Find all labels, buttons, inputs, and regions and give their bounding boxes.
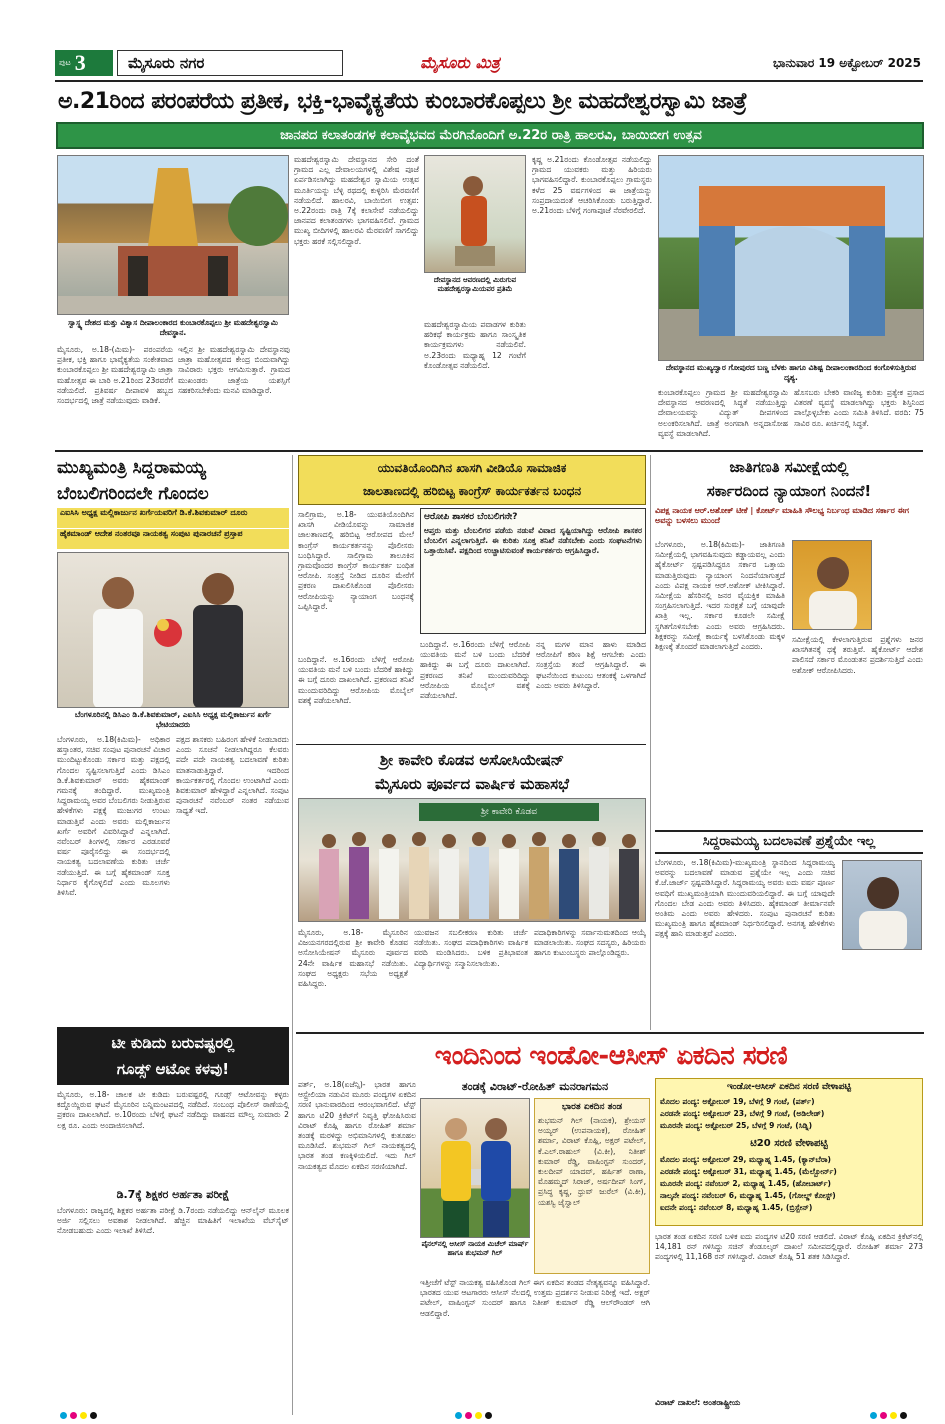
kaveri-body-1: ಮೈಸೂರು, ಅ.18- ಮೈಸೂರಿನ ವಿಜಯನಗರದಲ್ಲಿರುವ ಶ್ರೀ ಕಾವೇರಿ ಕೊಡವ ಅಸೋಸಿಯೇಷನ್ ಮೈಸೂರು ಪೂರ್ವದ 24ನೇ ವಾರ್ಷಿಕ ಮಹಾಸಭೆ ನಡೆಯಿತು. ಸಂಘದ ಅಧ್ಯಕ್ಷರು ಸಭೆಯ ಅಧ್ಯಕ್ಷತೆ ವಹಿಸಿದ್ದರು. (298, 928, 408, 989)
kaveri-banner: ಶ್ರೀ ಕಾವೇರಿ ಕೊಡವ (419, 803, 599, 821)
video-sidebar-body: ಆಪ್ತರು ಮತ್ತು ಬೆಂಬಲಿಗರ ಪಡೆಯ ನಡುವೆ ವಿವಾದ ಸೃಷ್ಟಿಯಾಗಿದ್ದು ಆರೋಪಿ ಶಾಸಕರ ಬೆಂಬಲಿಗ ಎನ್ನಲಾಗುತ್ತಿದೆ. ಈ ಕುರಿತು ಸೂಕ್ತ ತನಿಖೆ ನಡೆಸಬೇಕು ಎಂದು ಸಂಘಟನೆಗಳು ಒತ್ತಾಯಿಸಿವೆ. ಪಕ್ಷದಿಂದ ಉಚ್ಚಾಟಿಸುವಂತೆ ಕಾರ್ಯಕರ್ತರು ಆಗ್ರಹಿಸಿದ್ದಾರೆ. (424, 526, 642, 556)
video-body-mid: ಬಂದಿದ್ದಾನೆ. ಅ.16ರಂದು ಬೆಳಿಗ್ಗೆ ಆರೋಪಿ ಯುವತಿಯ ಮನೆ ಬಳಿ ಬಂದು ಬೆದರಿಕೆ ಹಾಕಿದ್ದು ಈ ಬಗ್ಗೆ ದೂರು ದಾಖಲಾಗಿದೆ. ಪ್ರಕರಣದ ತನಿಖೆ ಮುಂದುವರಿದಿದ್ದು ಆರೋಪಿಯ ಮೊಬೈಲ್ ವಶಕ್ಕೆ ಪಡೆಯಲಾಗಿದೆ. (420, 640, 530, 701)
team-body: ಶುಭಮನ್ ಗಿಲ್ (ನಾಯಕ), ಶ್ರೇಯಸ್ ಅಯ್ಯರ್ (ಉಪನಾಯಕ), ರೋಹಿತ್ ಶರ್ಮಾ, ವಿರಾಟ್ ಕೊಹ್ಲಿ, ಅಕ್ಷರ್ ಪಟೇಲ್, ಕೆ.ಎಲ್.ರಾಹುಲ್ (ವಿ.ಕೀ), ನಿತೀಶ್ ಕುಮಾರ್ ರೆಡ್ಡಿ, ವಾಷಿಂಗ್ಟನ್ ಸುಂದರ್, ಕುಲದೀಪ್ ಯಾದವ್, ಹರ್ಷಿತ್ ರಾಣಾ, ಮೊಹಮ್ಮದ್ ಸಿರಾಜ್, ಅರ್ಷದೀಪ್ ಸಿಂಗ್, ಪ್ರಸಿದ್ಧ ಕೃಷ್ಣ, ಧ್ರುವ್ ಜುರೆಲ್ (ವಿ.ಕೀ), ಯಶಸ್ವಿ ಜೈಸ್ವಾಲ್ (538, 1116, 646, 1207)
kaveri-group-photo (298, 798, 646, 922)
t20-title: ಟಿ20 ಸರಣಿ ವೇಳಾಪಟ್ಟಿ (750, 1138, 828, 1149)
cm-photo (57, 552, 289, 708)
cricket-body-left: ಪರ್ತ್, ಅ.18(ಏಜೆನ್ಸಿ)- ಭಾರತ ಹಾಗೂ ಆಸ್ಟ್ರೇಲಿಯಾ ನಡುವಿನ ಮೂರು ಪಂದ್ಯಗಳ ಏಕದಿನ ಸರಣಿ ಭಾನುವಾರದಿಂದ ಆರಂಭವಾಗಲಿದೆ. ಟೆಸ್ಟ್ ಹಾಗೂ ಟಿ20 ಕ್ರಿಕೆಟ್‌ಗೆ ನಿವೃತ್ತಿ ಘೋಷಿಸಿರುವ ವಿರಾಟ್ ಕೊಹ್ಲಿ ಹಾಗೂ ರೋಹಿತ್ ಶರ್ಮಾ ತಂಡಕ್ಕೆ ಮರಳಿದ್ದು ಅಭಿಮಾನಿಗಳಲ್ಲಿ ಕುತೂಹಲ ಮೂಡಿಸಿದೆ. ಶುಭಮನ್ ಗಿಲ್ ನಾಯಕತ್ವದಲ್ಲಿ ಭಾರತ ತಂಡ ಕಣಕ್ಕಿಳಿಯಲಿದೆ. ಇದು ಗಿಲ್ ನಾಯಕತ್ವದ ಮೊದಲ ಏಕದಿನ ಸರಣಿಯಾಗಿದೆ. (298, 1080, 416, 1171)
arch-photo-caption: ದೇವಸ್ಥಾನದ ಮುಖ್ಯದ್ವಾರ ಗೋಪುರದ ಬಣ್ಣ ಬೆಳಕು ಹಾಗೂ ವಿಶಿಷ್ಟ ದೀಪಾಲಂಕಾರದಿಂದ ಕಂಗೊಳಿಸುತ್ತಿರುವ ದೃಶ್ಯ. (665, 363, 917, 382)
temple-gopura-drawing (58, 156, 289, 315)
video-body-left-tail: ಬಂದಿದ್ದಾನೆ. ಅ.16ರಂದು ಬೆಳಿಗ್ಗೆ ಆರೋಪಿ ಯುವತಿಯ ಮನೆ ಬಳಿ ಬಂದು ಬೆದರಿಕೆ ಹಾಕಿದ್ದು ಈ ಬಗ್ಗೆ ದೂರು ದಾಖಲಾಗಿದೆ. ಪ್ರಕರಣದ ತನಿಖೆ ಮುಂದುವರಿದಿದ್ದು ಆರೋಪಿಯ ಮೊಬೈಲ್ ವಶಕ್ಕೆ ಪಡೆಯಲಾಗಿದೆ. (298, 655, 414, 705)
t20-match-2: ಎರಡನೇ ಪಂದ್ಯ: ಅಕ್ಟೋಬರ್ 31, ಮಧ್ಯಾಹ್ನ 1.45, (ಮೆಲ್ಬೋರ್ನ್) (660, 1167, 837, 1176)
cm-bullet-1: ಎಐಸಿಸಿ ಅಧ್ಯಕ್ಷ ಮಲ್ಲಿಕಾರ್ಜುನ ಖರ್ಗೆಯವರಿಗೆ ಡಿ.ಕೆ.ಶಿವಕುಮಾರ್ ದೂರು (57, 508, 289, 528)
video-body-left: ಸಾಲಿಗ್ರಾಮ, ಅ.18- ಯುವತಿಯೊಂದಿಗಿನ ಖಾಸಗಿ ವೀಡಿಯೊವನ್ನು ಸಾಮಾಜಿಕ ಜಾಲತಾಣದಲ್ಲಿ ಹರಿಬಿಟ್ಟ ಆರೋಪದ ಮೇಲೆ ಕಾಂಗ್ರೆಸ್ ಕಾರ್ಯಕರ್ತನನ್ನು ಪೊಲೀಸರು ಬಂಧಿಸಿದ್ದಾರೆ. ಸಾಲಿಗ್ರಾಮ ತಾಲೂಕಿನ ಗ್ರಾಮವೊಂದರ ಕಾಂಗ್ರೆಸ್ ಕಾರ್ಯಕರ್ತ ಬಂಧಿತ ಆರೋಪಿ. ಸಂತ್ರಸ್ತೆ ನೀಡಿದ ದೂರಿನ ಮೇರೆಗೆ ಪ್ರಕರಣ ದಾಖಲಿಸಿಕೊಂಡ ಪೊಲೀಸರು ಆರೋಪಿಯನ್ನು ನ್ಯಾಯಾಂಗ ಬಂಧನಕ್ಕೆ ಒಪ್ಪಿಸಿದ್ದಾರೆ. (298, 510, 414, 611)
cm-headline-2: ಬೆಂಬಲಿಗರಿಂದಲೇ ಗೊಂದಲ (57, 484, 209, 504)
section-title: ಮೈಸೂರು ನಗರ (117, 50, 343, 76)
caste-kicker: ವಿಪಕ್ಷ ನಾಯಕ ಆರ್.ಅಶೋಕ್ ಟೀಕೆ | ಕೋರ್ಟ್ ಮಾಹಿತಿ ಸೌಲಭ್ಯ ನಿರ್ಬಂಧ ಮಾಡಿದ ಸರ್ಕಾರ ಈಗ ಅವನ್ನು ಬಳಸಲು ಮುಂದೆ (655, 506, 909, 525)
tet-body: ಬೆಂಗಳೂರು: ರಾಜ್ಯದಲ್ಲಿ ಶಿಕ್ಷಕರ ಅರ್ಹತಾ ಪರೀಕ್ಷೆ ಡಿ.7ರಂದು ನಡೆಯಲಿದ್ದು ಆನ್‌ಲೈನ್ ಮೂಲಕ ಅರ್ಜಿ ಸಲ್ಲಿಸಲು ಅವಕಾಶ ನೀಡಲಾಗಿದೆ. ಹೆಚ್ಚಿನ ಮಾಹಿತಿಗೆ ಇಲಾಖೆಯ ವೆಬ್‌ಸೈಟ್ ನೋಡಬಹುದು ಎಂದು ಇಲಾಖೆ ತಿಳಿಸಿದೆ. (57, 1206, 289, 1236)
paper-name-logo: ಮೈಸೂರು ಮಿತ್ರ (420, 53, 500, 72)
lead-body-a: ಮಹದೇಶ್ವರಸ್ವಾಮಿ ದೇವಸ್ಥಾನದ ಸೇರಿ ದಂತೆ ಗ್ರಾಮದ ಎಲ್ಲ ದೇವಾಲಯಗಳಲ್ಲಿ ವಿಶೇಷ ಪೂಜೆ ಏರ್ಪಡಿಸಲಾಗಿದ್ದು ಮಹದೇಶ್ವರ ಸ್ವಾಮಿಯ ಉತ್ಸವ ಮೂರ್ತಿಯನ್ನು ಬೆಳ್ಳಿ ರಥದಲ್ಲಿ ಕುಳ್ಳಿರಿಸಿ ಮೆರವಣಿಗೆ ನಡೆಯಲಿದೆ. ಹಾಲರವಿ, ಬಾಯಿಬೀಗ ಉತ್ಸವ: ಅ.22ರಂದು ರಾತ್ರಿ 7ಕ್ಕೆ ಕಲಾಸೇವೆ ನಡೆಯಲಿದ್ದು ಜಾನಪದ ಕಲಾತಂಡಗಳು ಭಾಗವಹಿಸಲಿವೆ. ಗ್ರಾಮದ ಮುಖ್ಯ ಬೀದಿಗಳಲ್ಲಿ ಹಾಲರವಿ ಮೆರವಣಿಗೆ ಸಾಗಲಿದ್ದು ಭಕ್ತರು ಹರಕೆ ಸಲ್ಲಿಸಲಿದ್ದಾರೆ. (294, 155, 419, 246)
cm-headline-1: ಮುಖ್ಯಮಂತ್ರಿ ಸಿದ್ದರಾಮಯ್ಯ (57, 458, 206, 478)
color-registration-marks-center (455, 1412, 495, 1420)
odi-match-2: ಎರಡನೇ ಪಂದ್ಯ: ಅಕ್ಟೋಬರ್ 23, ಬೆಳಗ್ಗೆ 9 ಗಂಟೆ, (ಅಡಿಲೇಡ್) (660, 1109, 825, 1118)
kaveri-headline-2: ಮೈಸೂರು ಪೂರ್ವದ ವಾರ್ಷಿಕ ಮಹಾಸಭೆ (375, 775, 569, 793)
theft-body: ಮೈಸೂರು, ಅ.18- ಚಾಲಕ ಟೀ ಕುಡಿದು ಬರುವಷ್ಟರಲ್ಲಿ ಗೂಡ್ಸ್ ಆಟೋವನ್ನು ಕಳ್ಳರು ಕದ್ದೊಯ್ದಿರುವ ಘಟನೆ ಮೈಸೂರಿನ ಬನ್ನಿಮಂಟಪದಲ್ಲಿ ನಡೆದಿದೆ. ಸಂಬಂಧ ಪೊಲೀಸ್ ಠಾಣೆಯಲ್ಲಿ ಪ್ರಕರಣ ದಾಖಲಾಗಿದೆ. ಅ.10ರಂದು ಬೆಳಿಗ್ಗೆ ಘಟನೆ ನಡೆದಿದ್ದು ವಾಹನದ ಮೌಲ್ಯ ಸುಮಾರು 2 ಲಕ್ಷ ರೂ. ಎಂದು ಅಂದಾಜಿಸಲಾಗಿದೆ. (57, 1090, 289, 1130)
masthead (55, 50, 923, 78)
video-headline-1: ಯುವತಿಯೊಂದಿಗಿನ ಖಾಸಗಿ ವೀಡಿಯೊ ಸಾಮಾಜಿಕ (377, 461, 567, 475)
minister-portrait (843, 861, 922, 950)
statue-photo (424, 155, 526, 273)
leadership-headline: ಸಿದ್ದರಾಮಯ್ಯ ಬದಲಾವಣೆ ಪ್ರಶ್ನೆಯೇ ಇಲ್ಲ (702, 834, 876, 849)
lead-body-c: ಕೃಷ್ಣ ಅ.21ರಂದು ಕೊಂಡೋತ್ಸವ ನಡೆಯಲಿದ್ದು ಗ್ರಾಮದ ಯುವಕರು ಮತ್ತು ಹಿರಿಯರು ಭಾಗವಹಿಸಲಿದ್ದಾರೆ. ಕುಂಬಾರಕೊಪ್ಪಲು ಗ್ರಾಮಸ್ಥರು ಕಳೆದ 25 ವರ್ಷಗಳಿಂದ ಈ ಜಾತ್ರೆಯನ್ನು ಸಂಪ್ರದಾಯದಂತೆ ಆಚರಿಸಿಕೊಂಡು ಬರುತ್ತಿದ್ದಾರೆ. ಅ.21ರಂದು ಬೆಳಿಗ್ಗೆ ಗಂಗಾಪೂಜೆ ನೆರವೇರಲಿದೆ. (532, 155, 652, 216)
lead-headline: ಅ.21ರಿಂದ ಪರಂಪರೆಯ ಪ್ರತೀಕ, ಭಕ್ತಿ-ಭಾವೈಕ್ಯತೆಯ ಕುಂಬಾರಕೊಪ್ಪಲು ಶ್ರೀ ಮಹದೇಶ್ವರಸ್ವಾಮಿ ಜಾತ್ರೆ (58, 89, 747, 114)
ashok-photo (792, 540, 872, 630)
color-registration-marks (60, 1412, 100, 1420)
video-body-right: ನನ್ನ ಮಗಳ ಮಾನ ಹಾಳು ಮಾಡಿದ ಆರೋಪಿಗೆ ಕಠಿಣ ಶಿಕ್ಷೆ ಆಗಬೇಕು ಎಂದು ಸಂತ್ರಸ್ತೆಯ ತಂದೆ ಆಗ್ರಹಿಸಿದ್ದಾರೆ. ಈ ಘಟನೆಯಿಂದ ಕುಟುಂಬ ಆತಂಕಕ್ಕೆ ಒಳಗಾಗಿದೆ ಎಂದು ಅವರು ತಿಳಿಸಿದ್ದಾರೆ. (536, 640, 646, 690)
col-rule-1 (292, 455, 293, 1415)
lead-subhead: ಜಾನಪದ ಕಲಾತಂಡಗಳ ಕಲಾವೈಭವದ ಮೆರಗಿನೊಂದಿಗೆ ಅ.22ರ ರಾತ್ರಿ ಹಾಲರವಿ, ಬಾಯಿಬೀಗ ಉತ್ಸವ (280, 128, 702, 143)
page-number-box (55, 50, 113, 76)
caste-body-2: ಸಮೀಕ್ಷೆಯಲ್ಲಿ ಕೇಳಲಾಗುತ್ತಿರುವ ಪ್ರಶ್ನೆಗಳು ಜನರ ಖಾಸಗಿತನಕ್ಕೆ ಧಕ್ಕೆ ತರುತ್ತಿವೆ. ಹೈಕೋರ್ಟ್ ಆದೇಶ ಪಾಲಿಸದೆ ಸರ್ಕಾರ ಮೊಂಡುತನ ಪ್ರದರ್ಶಿಸುತ್ತಿದೆ ಎಂದು ಅಶೋಕ್ ಆರೋಪಿಸಿದರು. (792, 635, 923, 675)
t20-match-4: ನಾಲ್ಕನೇ ಪಂದ್ಯ: ನವೆಂಬರ್ 6, ಮಧ್ಯಾಹ್ನ 1.45, (ಗೋಲ್ಡ್ ಕೋಸ್ಟ್) (660, 1191, 836, 1200)
odi-match-3: ಮೂರನೇ ಪಂದ್ಯ: ಅಕ್ಟೋಬರ್ 25, ಬೆಳಗ್ಗೆ 9 ಗಂಟೆ, (ಸಿಡ್ನಿ) (660, 1121, 813, 1130)
arch-photo (658, 155, 924, 361)
cricket-top-rule (296, 1032, 924, 1034)
theft-headline-1: ಟೀ ಕುಡಿದು ಬರುವಷ್ಟರಲ್ಲಿ (111, 1034, 235, 1052)
t20-match-5: ಐದನೇ ಪಂದ್ಯ: ನವೆಂಬರ್ 8, ಮಧ್ಯಾಹ್ನ 1.45, (ಬ್ರಿಸ್ಬೇನ್) (660, 1203, 813, 1212)
statue-drawing (425, 156, 526, 273)
tet-headline: ಡಿ.7ಕ್ಕೆ ಶಿಕ್ಷಕರ ಅರ್ಹತಾ ಪರೀಕ್ಷೆ (116, 1188, 230, 1201)
politician-portrait (793, 541, 872, 630)
temple-photo (57, 155, 289, 315)
issue-date: ಭಾನುವಾರ 19 ಅಕ್ಟೋಬರ್ 2025 (773, 56, 921, 70)
page-number: 3 (74, 50, 86, 75)
statue-photo-caption: ದೇವಸ್ಥಾನದ ಆವರಣದಲ್ಲಿ ಮಿರುಗುವ ಮಹದೇಶ್ವರಸ್ವಾಮಿಯವರ ಪ್ರತಿಮೆ (433, 276, 517, 293)
cm-bullet-2: ಹೈಕಮಾಂಡ್ ಆದೇಶ ನಂತರವೂ ನಾಯಕತ್ವ ಸಂಪುಟ ಪುನಾರಚನೆ ಪ್ರಸ್ತಾಪ (57, 529, 289, 549)
t20-match-3: ಮೂರನೇ ಪಂದ್ಯ: ನವೆಂಬರ್ 2, ಮಧ್ಯಾಹ್ನ 1.45, (ಹೋಬಾರ್ಟ್) (660, 1179, 831, 1188)
lead-body-b: ಕುಂಬಾರಕೊಪ್ಪಲು ಗ್ರಾಮದ ಶ್ರೀ ಮಹದೇಶ್ವರಸ್ವಾಮಿ ದೇವಸ್ಥಾನದ ಆವರಣದಲ್ಲಿ ಸಿದ್ಧತೆ ನಡೆಯುತ್ತಿದ್ದು ದೇವಾಲಯವನ್ನು ವಿದ್ಯುತ್ ದೀಪಗಳಿಂದ ಅಲಂಕರಿಸಲಾಗಿದೆ. ಜಾತ್ರೆ ಅಂಗವಾಗಿ ಅನ್ನದಾಸೋಹ ವ್ಯವಸ್ಥೆ ಮಾಡಲಾಗಿದೆ. (658, 388, 788, 438)
cm-photo-caption: ಬೆಂಗಳೂರಿನಲ್ಲಿ ಡಿಸಿಎಂ ಡಿ.ಕೆ.ಶಿವಕುಮಾರ್, ಎಐಸಿಸಿ ಅಧ್ಯಕ್ಷ ಮಲ್ಲಿಕಾರ್ಜುನ ಖರ್ಗೆ ಭೇಟಿಯಾದರು (74, 710, 272, 729)
leadership-body: ಬೆಂಗಳೂರು, ಅ.18(ಕಿಮಿಮ)-ಮುಖ್ಯಮಂತ್ರಿ ಸ್ಥಾನದಿಂದ ಸಿದ್ದರಾಮಯ್ಯ ಅವರನ್ನು ಬದಲಾವಣೆ ಮಾಡುವ ಪ್ರಶ್ನೆಯೇ ಇಲ್ಲ ಎಂದು ಸಚಿವ ಕೆ.ಜೆ.ಜಾರ್ಜ್ ಸ್ಪಷ್ಟಪಡಿಸಿದ್ದಾರೆ. ಸಿದ್ದರಾಮಯ್ಯ ಅವರು ಐದು ವರ್ಷ ಪೂರ್ಣ ಅವಧಿಗೆ ಮುಖ್ಯಮಂತ್ರಿಯಾಗಿ ಮುಂದುವರಿಯಲಿದ್ದಾರೆ. ಈ ಬಗ್ಗೆ ಯಾವುದೇ ಗೊಂದಲ ಬೇಡ ಎಂದು ಅವರು ತಿಳಿಸಿದರು. ಹೈಕಮಾಂಡ್ ತೀರ್ಮಾನವೇ ಅಂತಿಮ ಎಂದು ಅವರು ಹೇಳಿದರು. ಸಂಪುಟ ಪುನಾರಚನೆ ಕುರಿತು ಮುಖ್ಯಮಂತ್ರಿ ಹಾಗೂ ಹೈಕಮಾಂಡ್ ನಿರ್ಧರಿಸಲಿದ್ದಾರೆ. ಅನಗತ್ಯ ಹೇಳಿಕೆಗಳು ಪಕ್ಷಕ್ಕೆ ಹಾನಿ ಮಾಡುತ್ತವೆ ಎಂದರು. (655, 858, 835, 939)
caste-headline-2: ಸರ್ಕಾರದಿಂದ ನ್ಯಾಯಾಂಗ ನಿಂದನೆ! (706, 482, 872, 500)
cm-body: ಬೆಂಗಳೂರು, ಅ.18(ಕಿಮಿಮ)- ಅಧಿಕಾರ ಹಸ್ತಾಂತರ, ಸಚಿವ ಸಂಪುಟ ಪುನಾರಚನೆ ವಿಚಾರ ಮುಂದಿಟ್ಟುಕೊಂಡು ಸರ್ಕಾರ ಮತ್ತು ಪಕ್ಷದಲ್ಲಿ ಗೊಂದಲ ಸೃಷ್ಟಿಸಲಾಗುತ್ತಿದೆ ಎಂದು ಡಿಸಿಎಂ ಡಿ.ಕೆ.ಶಿವಕುಮಾರ್ ಅವರು ಹೈಕಮಾಂಡ್ ಗಮನಕ್ಕೆ ತಂದಿದ್ದಾರೆ. ಮುಖ್ಯಮಂತ್ರಿ ಸಿದ್ದರಾಮಯ್ಯ ಅವರ ಬೆಂಬಲಿಗರು ನೀಡುತ್ತಿರುವ ಹೇಳಿಕೆಗಳು ಪಕ್ಷಕ್ಕೆ ಮುಜುಗರ ಉಂಟು ಮಾಡುತ್ತಿವೆ ಎಂದು ಅವರು ಮಲ್ಲಿಕಾರ್ಜುನ ಖರ್ಗೆ ಅವರಿಗೆ ವಿವರಿಸಿದ್ದಾರೆ ಎನ್ನಲಾಗಿದೆ. ನವೆಂಬರ್ ತಿಂಗಳಲ್ಲಿ ಸರ್ಕಾರ ಎರಡೂವರೆ ವರ್ಷ ಪೂರೈಸಲಿದ್ದು ಈ ಸಂದರ್ಭದಲ್ಲಿ ನಾಯಕತ್ವ ಬದಲಾವಣೆಯ ಕುರಿತು ಚರ್ಚೆ ನಡೆಯುತ್ತಿದೆ. ಈ ಬಗ್ಗೆ ಹೈಕಮಾಂಡ್ ಸೂಕ್ತ ನಿರ್ಧಾರ ಕೈಗೊಳ್ಳಲಿದೆ ಎಂದು ಮೂಲಗಳು ತಿಳಿಸಿವೆ. (57, 735, 170, 898)
lead-bottom-rule (55, 450, 923, 452)
group-people-drawing (299, 827, 646, 922)
captains-trophy-drawing (421, 1099, 530, 1238)
team-title: ಭಾರತ ಏಕದಿನ ತಂಡ (561, 1102, 623, 1112)
kaveri-body-3: ಪದಾಧಿಕಾರಿಗಳನ್ನು ಸರ್ವಾನುಮತದಿಂದ ಆಯ್ಕೆ ಮಾಡಲಾಯಿತು. ಸಂಘದ ಸದಸ್ಯರು, ಹಿರಿಯರು ಹಾಗೂ ಕುಟುಂಬಸ್ಥರು ಪಾಲ್ಗೊಂಡಿದ್ದರು. (534, 928, 646, 958)
caste-headline-1: ಜಾತಿಗಣತಿ ಸಮೀಕ್ಷೆಯಲ್ಲಿ (729, 458, 849, 476)
page-label: ಪುಟ (59, 58, 71, 67)
arch-gate-drawing (659, 156, 924, 361)
color-registration-marks-right (870, 1412, 910, 1420)
cricket-headline: ಇಂದಿನಿಂದ ಇಂಡೋ-ಆಸೀಸ್ ಏಕದಿನ ಸರಣಿ (434, 1041, 788, 1071)
leaders-meeting-drawing (58, 553, 289, 708)
caste-body: ಬೆಂಗಳೂರು, ಅ.18(ಕಿಮಿಮ)- ಜಾತಿಗಣತಿ ಸಮೀಕ್ಷೆಯಲ್ಲಿ ಭಾಗವಹಿಸುವುದು ಕಡ್ಡಾಯವಲ್ಲ ಎಂದು ಹೈಕೋರ್ಟ್ ಸ್ಪಷ್ಟಪಡಿಸಿದ್ದರೂ ಸರ್ಕಾರ ಒತ್ತಾಯ ಮಾಡುತ್ತಿರುವುದು ನ್ಯಾಯಾಂಗ ನಿಂದನೆಯಾಗುತ್ತದೆ ಎಂದು ವಿಪಕ್ಷ ನಾಯಕ ಆರ್.ಅಶೋಕ್ ಟೀಕಿಸಿದ್ದಾರೆ. ಸಮೀಕ್ಷೆಯ ಹೆಸರಿನಲ್ಲಿ ಜನರ ವೈಯಕ್ತಿಕ ಮಾಹಿತಿ ಸಂಗ್ರಹಿಸಲಾಗುತ್ತಿದೆ. ಇದರ ಸುರಕ್ಷತೆ ಬಗ್ಗೆ ಯಾವುದೇ ಖಾತ್ರಿ ಇಲ್ಲ. ಸರ್ಕಾರ ಕೂಡಲೇ ಸಮೀಕ್ಷೆ ಸ್ಥಗಿತಗೊಳಿಸಬೇಕು ಎಂದು ಅವರು ಆಗ್ರಹಿಸಿದರು. ಶಿಕ್ಷಕರನ್ನು ಸಮೀಕ್ಷೆ ಕಾರ್ಯಕ್ಕೆ ಬಳಸಿಕೊಂಡು ಮಕ್ಕಳ ಶಿಕ್ಷಣಕ್ಕೆ ತೊಂದರೆ ಮಾಡಲಾಗುತ್ತಿದೆ ಎಂದರು. (655, 540, 785, 652)
cricket-body-mid: ಇತ್ತೀಚೆಗೆ ಟೆಸ್ಟ್ ನಾಯಕತ್ವ ವಹಿಸಿಕೊಂಡ ಗಿಲ್ ಈಗ ಏಕದಿನ ತಂಡದ ನೇತೃತ್ವವನ್ನೂ ವಹಿಸಿದ್ದಾರೆ. ಭಾರತದ ಯುವ ಆಟಗಾರರು ಆಸೀಸ್ ನೆಲದಲ್ಲಿ ಉತ್ತಮ ಪ್ರದರ್ಶನ ನೀಡುವ ನಿರೀಕ್ಷೆ ಇದೆ. ಅಕ್ಷರ್ ಪಟೇಲ್, ವಾಷಿಂಗ್ಟನ್ ಸುಂದರ್ ಹಾಗೂ ನಿತೀಶ್ ಕುಮಾರ್ ರೆಡ್ಡಿ ಆಲ್‌ರೌಂಡರ್ ಆಗಿ ಆಡಲಿದ್ದಾರೆ. (420, 1278, 650, 1318)
lead-body-g: ಹೊಸಬರು ಬೇಕರಿ ವಾಣಿಜ್ಯ ಕುರಿತು ಪ್ರತ್ಯೇಕ ಪ್ರಸಾದ ವಿತರಣೆ ವ್ಯವಸ್ಥೆ ಮಾಡಲಾಗಿದ್ದು ಭಕ್ತರು ಶಿಸ್ತಿನಿಂದ ಪಾಲ್ಗೊಳ್ಳಬೇಕು ಎಂದು ಸಮಿತಿ ತಿಳಿಸಿದೆ. ವರದಿ: 75 ಸಾವಿರ ರೂ. ಖರ್ಚಿನಲ್ಲಿ ಸಿದ್ಧತೆ. (794, 388, 924, 428)
george-photo (842, 860, 922, 950)
cricket-body-right: ಭಾರತ ತಂಡ ಏಕದಿನ ಸರಣಿ ಬಳಿಕ ಐದು ಪಂದ್ಯಗಳ ಟಿ20 ಸರಣಿ ಆಡಲಿದೆ. ವಿರಾಟ್ ಕೊಹ್ಲಿ ಏಕದಿನ ಕ್ರಿಕೆಟ್‌ನಲ್ಲಿ 14,181 ರನ್ ಗಳಿಸಿದ್ದು ಸಚಿನ್ ತೆಂಡೂಲ್ಕರ್ ದಾಖಲೆ ಸಮೀಪದಲ್ಲಿದ್ದಾರೆ. ರೋಹಿತ್ ಶರ್ಮಾ 273 ಪಂದ್ಯಗಳಲ್ಲಿ 11,168 ರನ್ ಗಳಿಸಿದ್ದಾರೆ. ವಿರಾಟ್ ಕೊಹ್ಲಿ 51 ಶತಕ ಸಿಡಿಸಿದ್ದಾರೆ. (655, 1232, 923, 1262)
lead-body-e: ಇಲ್ಲಿನ ಶ್ರೀ ಮಹದೇಶ್ವರಸ್ವಾಮಿ ದೇವಸ್ಥಾನವು ಜಾತ್ರಾ ಮಹೋತ್ಸವದ ಕೇಂದ್ರ ಬಿಂದುವಾಗಿದ್ದು ಸಾವಿರಾರು ಭಕ್ತರು ಆಗಮಿಸುತ್ತಾರೆ. ಗ್ರಾಮದ ಮುಖಂಡರು ಜಾತ್ರೆಯ ಯಶಸ್ಸಿಗೆ ಸಹಕರಿಸಬೇಕೆಂದು ಮನವಿ ಮಾಡಿದ್ದಾರೆ. (178, 345, 290, 395)
masthead-rule (55, 80, 923, 82)
captains-caption: ಪೈನಲ್‌ನಲ್ಲಿ ಆಸೀಸ್ ನಾಯಕ ಮಿಚೆಲ್ ಮಾರ್ಷ್ ಹಾಗೂ ಶುಭಮನ್ ಗಿಲ್ (421, 1240, 529, 1257)
t20-match-1: ಮೊದಲ ಪಂದ್ಯ: ಅಕ್ಟೋಬರ್ 29, ಮಧ್ಯಾಹ್ನ 1.45, (ಕ್ಯಾನ್‌ಬೆರಾ) (660, 1155, 832, 1164)
video-bottom-rule (296, 744, 646, 745)
kaveri-headline-1: ಶ್ರೀ ಕಾವೇರಿ ಕೊಡವ ಅಸೋಸಿಯೇಷನ್ (379, 751, 565, 769)
kaveri-body-2: ಯುವಜನ ಸಬಲೀಕರಣ ಕುರಿತು ಚರ್ಚೆ ನಡೆಯಿತು. ಸಂಘದ ಪದಾಧಿಕಾರಿಗಳು ವಾರ್ಷಿಕ ವರದಿ ಮಂಡಿಸಿದರು. ಬಳಿಕ ಪ್ರತಿಭಾವಂತ ವಿದ್ಯಾರ್ಥಿಗಳನ್ನು ಸನ್ಮಾನಿಸಲಾಯಿತು. (414, 928, 528, 968)
cm-body-2: ಪಕ್ಷದ ಶಾಸಕರು ಬಹಿರಂಗ ಹೇಳಿಕೆ ನೀಡಬಾರದು ಎಂದು ಸೂಚನೆ ನೀಡಲಾಗಿದ್ದರೂ ಕೆಲವರು ಪದೇ ಪದೇ ನಾಯಕತ್ವ ಬದಲಾವಣೆ ಕುರಿತು ಮಾತನಾಡುತ್ತಿದ್ದಾರೆ. ಇದರಿಂದ ಕಾರ್ಯಕರ್ತರಲ್ಲಿ ಗೊಂದಲ ಉಂಟಾಗಿದೆ ಎಂದು ಶಿವಕುಮಾರ್ ಹೇಳಿದ್ದಾರೆ ಎನ್ನಲಾಗಿದೆ. ಸಂಪುಟ ಪುನಾರಚನೆ ನವೆಂಬರ್ ನಂತರ ನಡೆಯುವ ಸಾಧ್ಯತೆ ಇದೆ. (176, 735, 289, 816)
video-headline-2: ಜಾಲತಾಣದಲ್ಲಿ ಹರಿಬಿಟ್ಟ ಕಾಂಗ್ರೆಸ್ ಕಾರ್ಯಕರ್ತನ ಬಂಧನ (362, 484, 582, 498)
theft-headline-2: ಗೂಡ್ಸ್ ಆಟೋ ಕಳವು! (116, 1060, 230, 1078)
cricket-footer: ವಿರಾಟ್ ದಾಖಲೆ: ಅಂತರಾಷ್ಟ್ರೀಯ (655, 1398, 741, 1407)
temple-photo-caption: ಸ್ವಾಸ್ಥ್ಯ ದೇಶದ ಮತ್ತು ವಿಶ್ವಾಸ ದೀಪಾಲಂಕಾರದ ಕುಂಬಾರಕೊಪ್ಪಲು ಶ್ರೀ ಮಹದೇಶ್ವರಸ್ವಾಮಿ ದೇವಸ್ಥಾನ. (68, 318, 278, 337)
lead-body-f: ಮಹದೇಶ್ವರಸ್ವಾಮಿಯ ಪವಾಡಗಳ ಕುರಿತು ಹರಿಕಥೆ ಕಾರ್ಯಕ್ರಮ ಹಾಗೂ ಸಾಂಸ್ಕೃತಿಕ ಕಾರ್ಯಕ್ರಮಗಳು ನಡೆಯಲಿವೆ. ಅ.23ರಂದು ಮಧ್ಯಾಹ್ನ 12 ಗಂಟೆಗೆ ಕೊಂಡೋತ್ಸವ ನಡೆಯಲಿದೆ. (424, 320, 526, 370)
lead-body-d: ಮೈಸೂರು, ಅ.18-(ಮಿಮ)- ಪರಂಪರೆಯ ಪ್ರತೀಕ, ಭಕ್ತಿ ಹಾಗೂ ಭಾವೈಕ್ಯತೆಯ ಸಂಕೇತವಾದ ಕುಂಬಾರಕೊಪ್ಪಲು ಶ್ರೀ ಮಹದೇಶ್ವರಸ್ವಾಮಿ ಜಾತ್ರಾ ಮಹೋತ್ಸವ ಈ ಬಾರಿ ಅ.21ರಿಂದ 23ರವರೆಗೆ ನಡೆಯಲಿದೆ. ಪ್ರತಿವರ್ಷ ದೀಪಾವಳಿ ಹಬ್ಬದ ಸಂದರ್ಭದಲ್ಲಿ ಜಾತ್ರೆ ನಡೆಯುವುದು ವಾಡಿಕೆ. (57, 345, 173, 406)
captains-photo (420, 1098, 530, 1238)
cricket-subhead: ತಂಡಕ್ಕೆ ವಿರಾಟ್-ರೋಹಿತ್ ಮನರಾಗಮನ (461, 1080, 609, 1093)
schedule-title: ಇಂಡೋ-ಆಸೀಸ್ ಏಕದಿನ ಸರಣಿ ವೇಳಾಪಟ್ಟಿ (726, 1082, 852, 1092)
odi-match-1: ಮೊದಲ ಪಂದ್ಯ: ಅಕ್ಟೋಬರ್ 19, ಬೆಳಗ್ಗೆ 9 ಗಂಟೆ, (ಪರ್ತ್) (660, 1097, 815, 1106)
video-sidebar-title: ಆರೋಪಿ ಶಾಸಕರ ಬೆಂಬಲಿಗನೇ? (424, 512, 518, 522)
col-rule-2 (650, 455, 651, 1030)
